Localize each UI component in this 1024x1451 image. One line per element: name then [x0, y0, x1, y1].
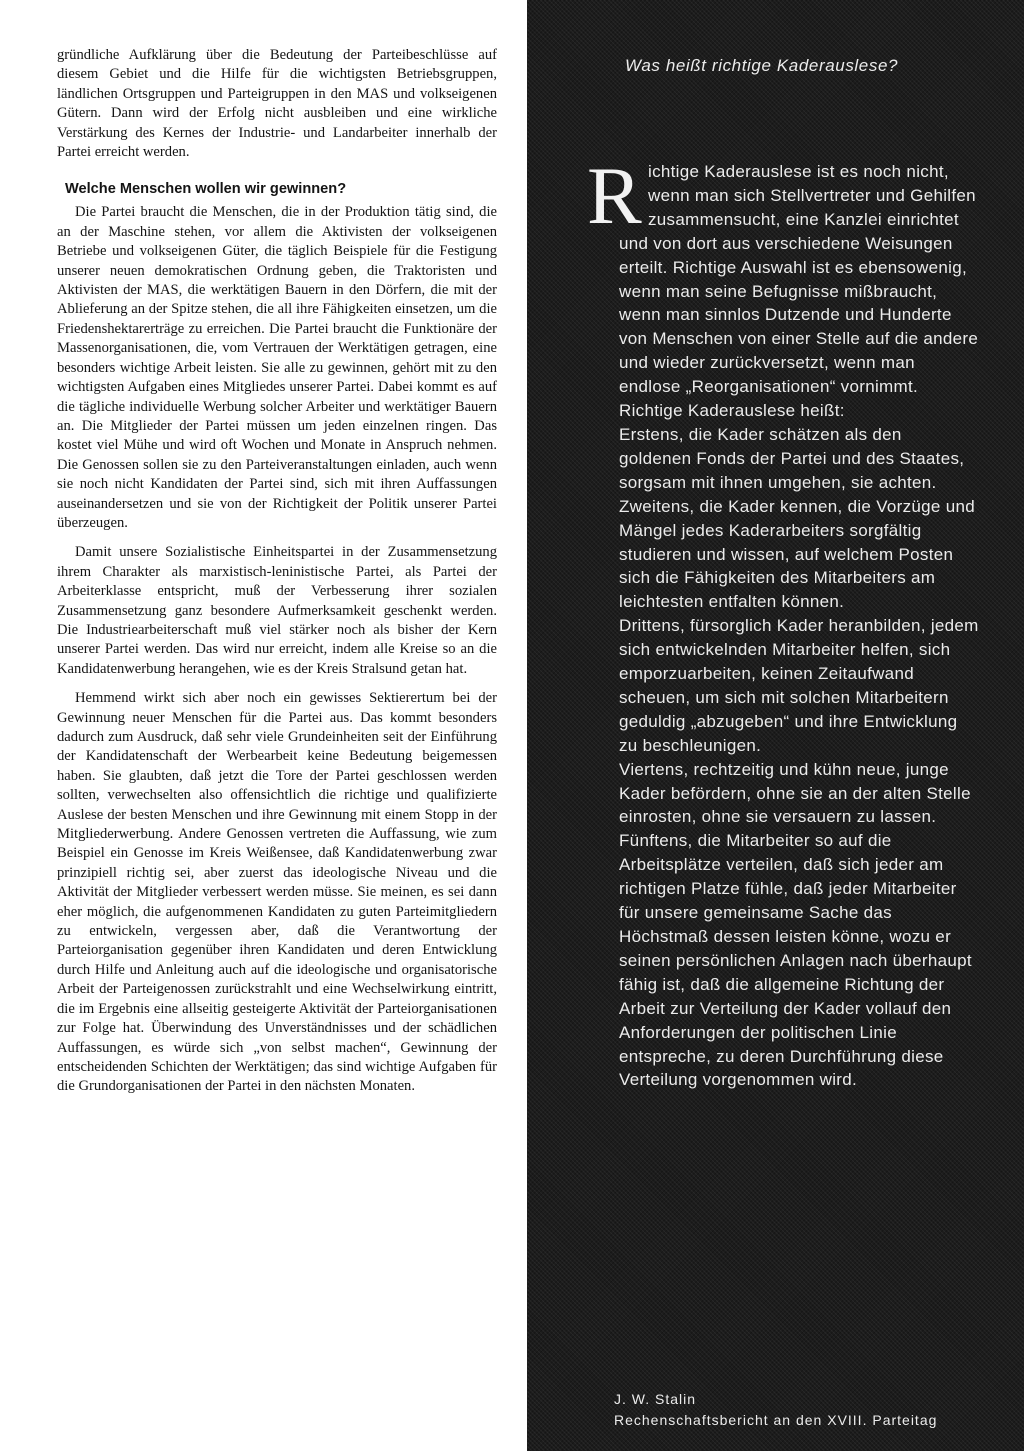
drop-cap: R — [587, 150, 642, 241]
quote-text — [587, 150, 979, 1092]
quote-line: Richtige Kaderauslese heißt: — [619, 401, 845, 421]
body-paragraph: Die Partei braucht die Menschen, die in der Produktion tätig sind, die an der Maschine stehen, vor allem die Aktivisten der volkseigenen Betriebe und volkseigenen Güter, die täglich Beispiele für die Festigung unserer neuen demokratischen Ordnung geben, die Traktoristen und Aktivisten der MAS, die werktätigen Bauern in den Dörfern, die mit der Ablieferung an der Spitze stehen, die all ihre Fähigkeiten einsetzen, um die Friedenshektarerträge zu erreichen. Die Partei braucht die Funktionäre der Massenorganisationen, die, vom Vertrauen der Werktätigen getragen, eine besonders wichtige Arbeit leisten. Sie alle zu gewinnen, gehört mit zu den wichtigsten Aufgaben eines Mitgliedes unserer Partei. Dabei kommt es auf die tägliche individuelle Werbung solcher Arbeiter und werktätiger Bauern an. Die Mitglieder der Partei müssen um jeden einzelnen ringen. Das kostet viel Mühe und wird oft Wochen und Monate in Anspruch nehmen. Die Genossen sollen sie zu den Parteiveranstaltungen einladen, auch wenn sie noch nicht Kandidaten der Partei sind, sich mit ihren Auffassungen auseinandersetzen und sie von der Richtigkeit der Politik unserer Partei überzeugen. — [57, 204, 497, 531]
section-heading: Welche Menschen wollen wir gewinnen? — [65, 181, 347, 198]
intro-paragraph: gründliche Aufklärung über die Bedeutung der Parteibeschlüsse auf diesem Gebiet und die Hilfe für die wichtigsten Betriebsgruppen, ländlichen Ortsgruppen und Parteigruppen in den MAS und volkseigenen Gütern. Dann wird der Erfolg nicht ausbleiben und eine wirkliche Verstärkung des Kernes der Industrie- und Landarbeiter innerhalb der Partei erreicht werden. — [57, 47, 497, 161]
quote-line: Erstens, die Kader schätzen als den goldenen Fonds der Partei und des Staates, sorgsam mit ihnen umgehen, sie achten. — [619, 424, 965, 492]
body-paragraph: Hemmend wirkt sich aber noch ein gewisses Sektierertum bei der Gewinnung neuer Menschen für die Partei aus. Das kommt besonders dadurch zum Ausdruck, daß sehr viele Grundeinheiten seit der Einführung der Kandidatenschaft der Werbearbeit keine Bedeutung beigemessen haben. Sie glaubten, daß jetzt die Tore der Partei geschlossen werden sollten, verwechselten also offensichtlich die richtige und qualifizierte Auslese der besten Menschen und ihre Gewinnung mit einem Stopp in der Mitgliederwerbung. Andere Genossen vertreten die Auffassung, wie zum Beispiel ein Genosse im Kreis Weißensee, daß Kandidatenwerbung zwar prinzipiell richtig sei, aber zuerst das ideologische Niveau und die Aktivität der Mitglieder verbessert werden müsse. Sie meinen, es sei dann eher möglich, die aufgenommenen Kandidaten zu guten Parteimitgliedern zu entwickeln, vergessen aber, daß die Verantwortung der Parteiorganisation gegenüber ihren Kandidaten und deren Entwicklung durch Hilfe und Anleitung auch auf die ideologische und organisatorische Arbeit der Parteigenossen zurückstrahlt und eine Wechselwirkung eintritt, die im Ergebnis eine allseitig gesteigerte Aktivität der Parteiorganisationen zur Folge hat. Überwindung des Unverständnisses und der schädlichen Auffassungen, es würde sich „von selbst machen“, Gewinnung der entscheidenden Schichten der Werktätigen; das sind wichtige Aufgaben für die Grundorganisationen der Partei in den nächsten Monaten. — [57, 690, 497, 1095]
quote-first-paragraph — [587, 150, 979, 399]
quote-line: Drittens, fürsorglich Kader heranbilden, jedem sich entwickelnden Mitarbeiter helfen, sich emporzuarbeiten, keinen Zeitaufwand scheuen, um sich mit solchen Mitarbeitern geduldig „abzugeben“ und ihre Entwicklung zu beschleunigen. — [619, 616, 979, 755]
sidebar-title: Was heißt richtige Kaderauslese? — [625, 56, 899, 75]
body-paragraph: Damit unsere Sozialistische Einheitspartei in der Zusammensetzung ihrem Charakter als marxistisch-leninistische Partei, als Partei der Arbeiterklasse entspricht, muß der Verbesserung ihrer sozialen Zusammensetzung ganz besondere Aufmerksamkeit geschenkt werden. Die Industriearbeiterschaft muß viel stärker noch als bisher der Kern unserer Partei werden. Das wird nur erreicht, indem alle Kreise so an die Kandidatenwerbung herangehen, wie es der Kreis Stralsund getan hat. — [57, 544, 497, 677]
quote-line: Zweitens, die Kader kennen, die Vorzüge und Mängel jedes Kaderarbeiters sorgfältig studieren und wissen, auf welchem Posten sich die Fähigkeiten des Mitarbeiters am leichtesten entfalten können. — [619, 496, 975, 612]
quote-line: Viertens, rechtzeitig und kühn neue, junge Kader befördern, ohne sie an der alten Stelle einrosten, ohne sie versauern zu lassen. — [619, 759, 971, 827]
author-name: J. W. Stalin — [614, 1391, 697, 1407]
quote-first-paragraph-text: ichtige Kaderauslese ist es noch nicht, wenn man sich Stellvertreter und Gehilfen zusammensucht, eine Kanzlei einrichtet und von dort aus verschiedene Weisungen erteilt. Richtige Auswahl ist es ebensowenig, wenn man seine Befugnisse mißbraucht, wenn man sinnlos Dutzende und Hunderte von Menschen von einer Stelle auf die andere und wieder zurückversetzt, wenn man endlose „Reorganisationen“ vornimmt. — [619, 162, 979, 397]
stalin-quote-sidebar — [527, 0, 1024, 1451]
quote-line: Fünftens, die Mitarbeiter so auf die Arbeitsplätze verteilen, daß sich jeder am richtigen Platze fühle, daß jeder Mitarbeiter für unsere gemeinsame Sache das Höchstmaß dessen leisten könne, wozu er seinen persönlichen Anlagen nach überhaupt fähig ist, daß die allgemeine Richtung der Arbeit zur Verteilung der Kader vollauf den Anforderungen der politischen Linie entspreche, zu deren Durchführung diese Verteilung vorgenommen wird. — [619, 831, 972, 1090]
quote-attribution — [614, 1389, 1014, 1431]
left-column — [57, 46, 497, 1097]
source-citation: Rechenschaftsbericht an den XVIII. Parteitag — [614, 1412, 938, 1428]
